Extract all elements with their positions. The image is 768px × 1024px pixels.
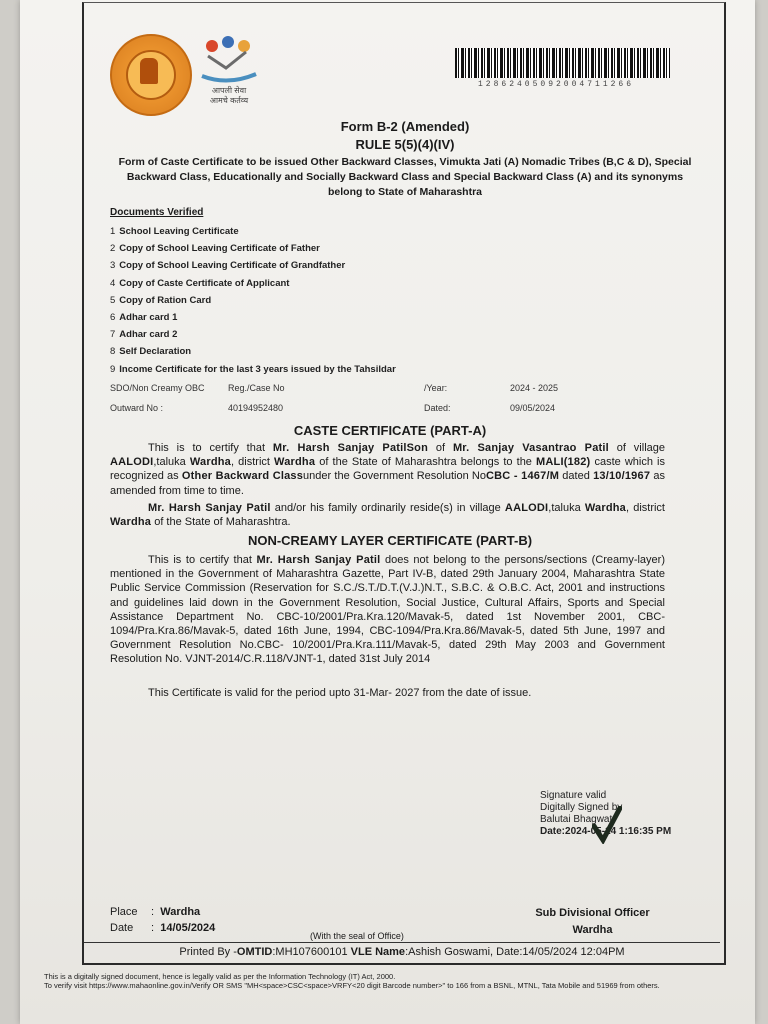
verification-footer (44, 972, 756, 990)
outward-number: 40194952480 (228, 403, 284, 413)
place-row: Place : Wardha (110, 906, 201, 918)
dated-value: 09/05/2024 (510, 403, 556, 413)
signature-date: Date:2024-05-14 1:16:35 PM (540, 826, 672, 837)
documents-list (110, 223, 610, 378)
officer-block (520, 905, 665, 939)
printed-by-line: Printed By -OMTID:MH107600101 VLE Name:Ashish Goswami, Date:14/05/2024 12:04PM (84, 942, 720, 958)
document-item: 7 Adhar card 2 (110, 329, 178, 341)
document-item: 9 Income Certificate for the last 3 years issued by the Tahsildar (110, 363, 396, 375)
rule-number: RULE 5(5)(4)(IV) (355, 137, 455, 152)
document-item: 8 Self Declaration (110, 346, 192, 358)
barcode-number: 12862405092004711266 (478, 80, 635, 89)
emblem-tagline: आपली सेवा (211, 86, 247, 95)
signature-status: Signature valid (540, 790, 607, 801)
officer-place: Wardha (572, 924, 613, 936)
part-a-paragraph-2: Mr. Harsh Sanjay Patil and/or his family ordinarily reside(s) in village AALODI,taluka Wardha, district Wardha of the State of Maharashtra. (110, 502, 665, 529)
footer-verify-note: To verify visit https://www.mahaonline.gov.in/Verify OR SMS "MH<space>CSC<space>VRFY<20 digit Barcode number>" to 166 from a BSNL, MTNL, Tata Mobile and 51969 from others. (44, 981, 660, 990)
part-a-heading: CASTE CERTIFICATE (PART-A) (293, 423, 487, 438)
document-item: 3 Copy of School Leaving Certificate of Grandfather (110, 260, 346, 272)
reg-case-label: Reg./Case No (228, 383, 285, 393)
dated-label: Dated: (424, 403, 451, 413)
form-title: Form B-2 (Amended) (340, 119, 470, 134)
form-description: Form of Caste Certificate to be issued Other Backward Classes, Vimukta Jati (A) Nomadic Tribes (B,C & D), Special Backward Class, Educationally and Socially Backward Class and Special Backward Class (A) and its synonyms belong to State of Maharashtra (118, 156, 692, 198)
part-a-paragraph-1: This is to certify that Mr. Harsh Sanjay PatilSon of Mr. Sanjay Vasantrao Patil of village AALODI,taluka Wardha, district Wardha of the State of Maharashtra belongs to the MALI(182) caste which is recognized as Other Backward Classunder the Government Resolution NoCBC - 1467/M dated 13/10/1967 as amended from time to time. (110, 442, 666, 497)
year-value: 2024 - 2025 (510, 383, 559, 393)
document-item: 6 Adhar card 1 (110, 311, 178, 323)
documents-heading: Documents Verified (110, 207, 204, 218)
place-value: Wardha (160, 906, 201, 918)
document-item: 5 Copy of Ration Card (110, 294, 212, 306)
signature-check-icon (592, 806, 622, 844)
outward-label: Outward No : (110, 403, 164, 413)
footer-legal-note: This is a digitally signed document, hence is legally valid as per the Information Technology (IT) Act, 2000. (44, 972, 396, 981)
document-item: 2 Copy of School Leaving Certificate of Father (110, 243, 320, 255)
seal-note: (With the seal of Office) (310, 931, 404, 941)
validity-statement: This Certificate is valid for the period upto 31-Mar- 2027 from the date of issue. (148, 687, 532, 699)
emblem-tagline: आमचे कर्तव्य (209, 96, 249, 105)
aaple-sarkar-logo-icon (198, 34, 260, 108)
document-item: 4 Copy of Caste Certificate of Applicant (110, 277, 290, 289)
signature-signed-by: Digitally Signed by (540, 802, 623, 813)
maharashtra-seal-icon (110, 34, 192, 116)
signature-signer: Balutai Bhagwat (540, 814, 613, 825)
date-row: Date : 14/05/2024 (110, 922, 216, 934)
date-label: Date (110, 922, 134, 934)
officer-title: Sub Divisional Officer (535, 907, 650, 919)
year-label: /Year: (424, 383, 448, 393)
part-b-heading: NON-CREAMY LAYER CERTIFICATE (PART-B) (247, 533, 533, 548)
office-label: SDO/Non Creamy OBC (110, 383, 205, 393)
place-label: Place (110, 906, 138, 918)
document-item: 1 School Leaving Certificate (110, 226, 239, 237)
barcode (455, 48, 670, 78)
part-b-paragraph: This is to certify that Mr. Harsh Sanjay Patil does not belong to the persons/sections (Creamy-layer) mentioned in the Government of Maharashtra Gazette, Part IV-B, dated 29th January 2004, Maharashtra State Public Service Commission (Reservation for S.C./S.T./D.T.(V.J.)N.T., S.B.C. & O.B.C. Act, 2001 and instructions and guidelines laid down in the Government Resolution, Social Justice, Cultural Affairs, Sports and Special Assistance Department No. CBC-10/2001/Pra.Kra.120/Mavak-5, dated 1st November 2001, CBC-1094/Pra.Kra.86/Mavak-5, dated 16th June, 1994, CBC-1094/Pra.Kra.86/Mavak-5, dated 5th June, 1997 and Government Resolution No.CBC- 10/2001/Pra.Kra.111/Mavak-5, dated 29th May 2003 and Government Resolution No. VJNT-2014/C.R.118/VJNT-1, dated 31st July 2014 (110, 554, 665, 666)
date-value: 14/05/2024 (160, 922, 216, 934)
